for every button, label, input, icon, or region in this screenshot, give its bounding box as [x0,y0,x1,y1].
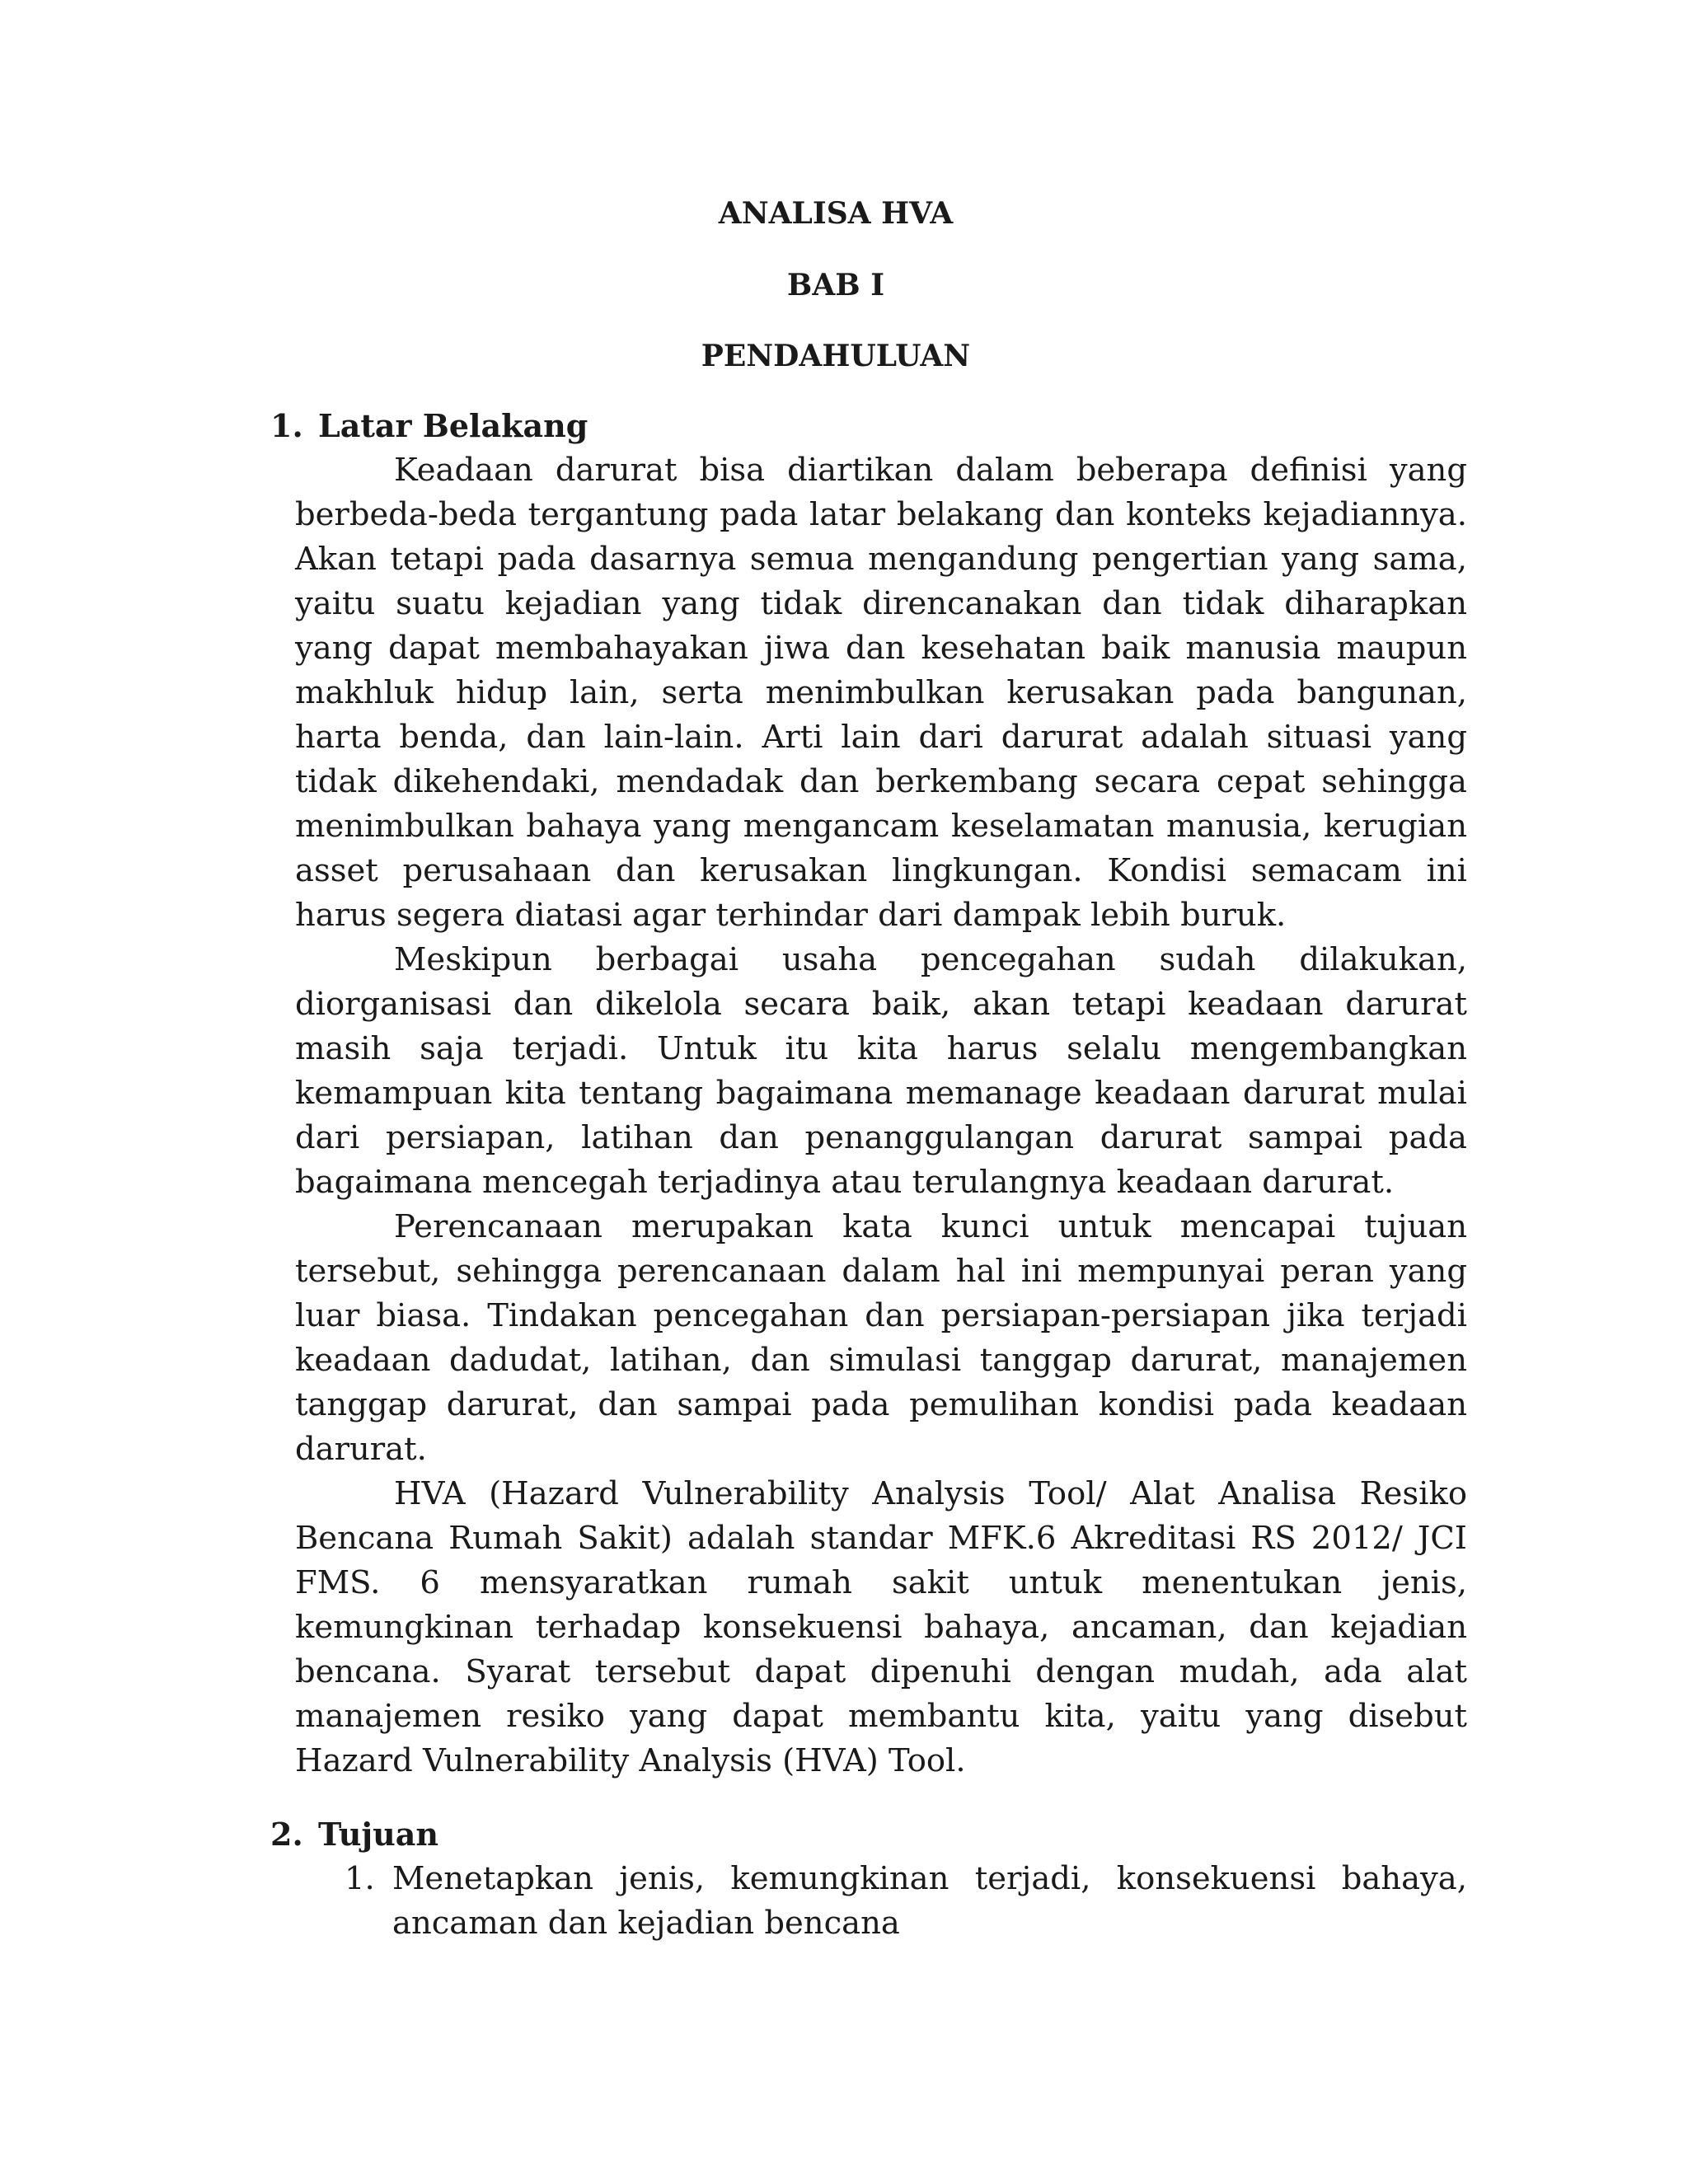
paragraph: Meskipun berbagai usaha pencegahan sudah dilakukan, diorganisasi dan dikelola secara baik, akan tetapi keadaan darurat masih saja terjadi. Untuk itu kita harus selalu mengembangkan kemampuan kita tentang bagaimana memanage keadaan darurat mulai dari persiapan, latihan dan penanggulangan darurat sampai pada bagaimana mencegah terjadinya atau terulangnya keadaan darurat. [295,941,1467,1201]
section-heading-latar-belakang [270,407,588,445]
section-body-latar-belakang [295,448,1467,1783]
list-item-text: Menetapkan jenis, kemungkinan terjadi, konsekuensi bahaya, ancaman dan kejadian bencana [392,1860,1467,1942]
chapter-title: PENDAHULUAN [701,339,971,373]
list-item [345,1857,1467,1946]
objectives-list [345,1857,1467,1946]
section-number: 2. [270,1816,303,1853]
section-number: 1. [270,407,303,444]
list-marker: 1. [345,1860,375,1897]
section-heading-tujuan [270,1816,438,1854]
section-heading-text: Tujuan [318,1816,439,1853]
section-heading-text: Latar Belakang [318,407,588,444]
document-title: ANALISA HVA [718,196,954,231]
chapter-label: BAB I [786,268,885,302]
paragraph: Keadaan darurat bisa diartikan dalam beberapa definisi yang berbeda-beda tergantung pada latar belakang dan konteks kejadiannya. Akan tetapi pada dasarnya semua mengandung pengertian yang sama, yaitu suatu kejadian yang tidak direncanakan dan tidak diharapkan yang dapat membahayakan jiwa dan kesehatan baik manusia maupun makhluk hidup lain, serta menimbulkan kerusakan pada bangunan, harta benda, dan lain-lain. Arti lain dari darurat adalah situasi yang tidak dikehendaki, mendadak dan berkembang secara cepat sehingga menimbulkan bahaya yang mengancam keselamatan manusia, kerugian asset perusahaan dan kerusakan lingkungan. Kondisi semacam ini harus segera diatasi agar terhindar dari dampak lebih buruk. [295,452,1467,934]
paragraph: HVA (Hazard Vulnerability Analysis Tool/ Alat Analisa Resiko Bencana Rumah Sakit) adalah standar MFK.6 Akreditasi RS 2012/ JCI FMS. 6 mensyaratkan rumah sakit untuk menentukan jenis, kemungkinan terhadap konsekuensi bahaya, ancaman, dan kejadian bencana. Syarat tersebut dapat dipenuhi dengan mudah, ada alat manajemen resiko yang dapat membantu kita, yaitu yang disebut Hazard Vulnerability Analysis (HVA) Tool. [295,1475,1467,1779]
paragraph: Perencanaan merupakan kata kunci untuk mencapai tujuan tersebut, sehingga perencanaan dalam hal ini mempunyai peran yang luar biasa. Tindakan pencegahan dan persiapan-persiapan jika terjadi keadaan dadudat, latihan, dan simulasi tanggap darurat, manajemen tanggap darurat, dan sampai pada pemulihan kondisi pada keadaan darurat. [295,1208,1467,1468]
